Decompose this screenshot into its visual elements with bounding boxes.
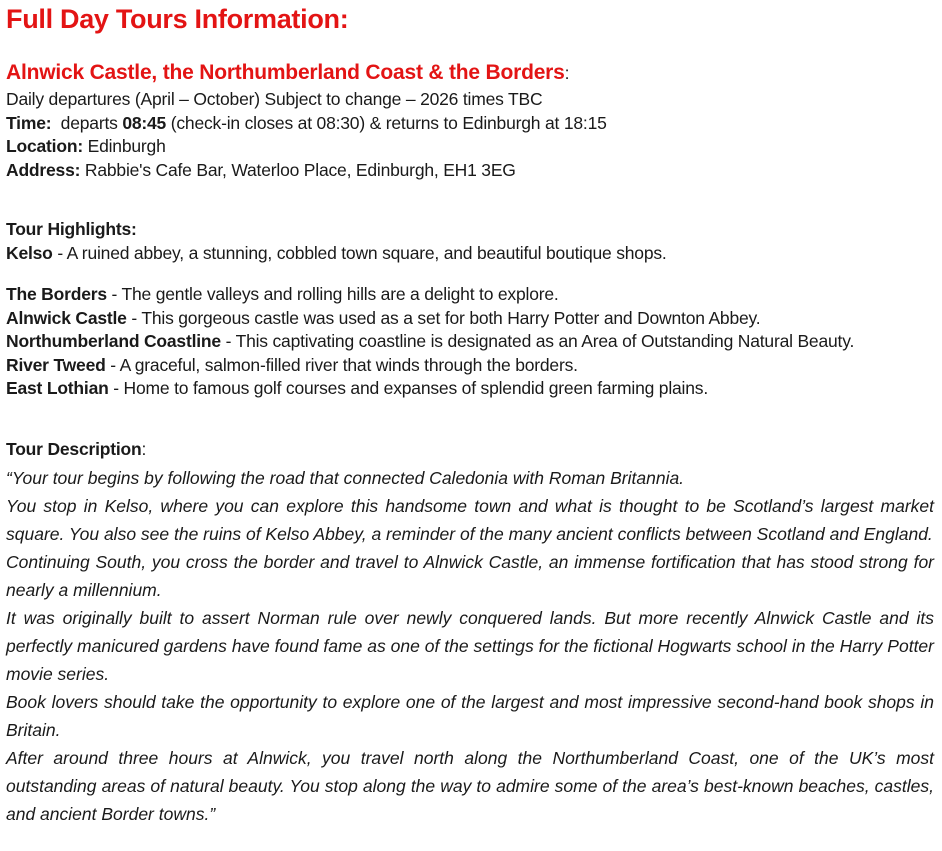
- description-heading-text: Tour Description: [6, 438, 142, 459]
- description-paragraph: After around three hours at Alnwick, you travel north along the Northumberland Coast, one of the UK’s most outstanding areas of natural beauty. You stop along the way to admire some of the area’s best-known beaches, castles, and ancient Border towns.”: [6, 748, 934, 824]
- description-paragraph: Book lovers should take the opportunity to explore one of the largest and most impressive second-hand book shops in Britain.: [6, 692, 934, 740]
- highlights-heading-text: Tour Highlights:: [6, 219, 137, 239]
- highlight-item-borders: [6, 283, 934, 307]
- highlight-text: - The gentle valleys and rolling hills are a delight to explore.: [106, 284, 559, 304]
- highlight-text: - A ruined abbey, a stunning, cobbled town square, and beautiful boutique shops.: [52, 242, 667, 263]
- highlight-text: - This gorgeous castle was used as a set for both Harry Potter and Downton Abbey.: [126, 307, 761, 328]
- departure-time-value: 08:45: [122, 112, 167, 133]
- time-post-text: (check-in closes at 08:30) & returns to Edinburgh at 18:15: [166, 112, 607, 133]
- highlight-name: The Borders: [6, 284, 107, 304]
- description-heading: [6, 438, 934, 462]
- highlight-text: - Home to famous golf courses and expanses of splendid green farming plains.: [108, 378, 708, 398]
- description-paragraph: Continuing South, you cross the border and travel to Alnwick Castle, an immense fortification that has stood strong for nearly a millennium.: [6, 552, 934, 600]
- time-line: [6, 112, 934, 136]
- tour-description-block: [6, 438, 934, 829]
- highlight-name: Alnwick Castle: [6, 307, 127, 328]
- highlights-spacer: [6, 265, 934, 283]
- location-line: [6, 135, 934, 159]
- location-value: Edinburgh: [82, 136, 166, 156]
- highlight-name: Kelso: [6, 242, 53, 263]
- description-heading-colon: :: [141, 438, 147, 459]
- description-paragraph: “Your tour begins by following the road that connected Caledonia with Roman Britannia.: [6, 468, 685, 488]
- time-label: Time:: [6, 112, 52, 133]
- tour-highlights-block: [6, 218, 934, 401]
- tour-info-block: [6, 88, 934, 182]
- address-label: Address:: [6, 159, 81, 180]
- highlight-text: - A graceful, salmon-filled river that winds through the borders.: [105, 354, 578, 375]
- tour-heading-text: Alnwick Castle, the Northumberland Coast & the Borders: [6, 61, 565, 84]
- time-pre-text: departs: [51, 112, 123, 133]
- description-paragraph: It was originally built to assert Norman rule over newly conquered lands. But more recently Alnwick Castle and its perfectly manicured gardens have found fame as one of the settings for the fictional Hogwarts school in the Harry Potter movie series.: [6, 608, 934, 684]
- highlight-item-alnwick-castle: [6, 307, 934, 331]
- address-line: [6, 159, 934, 183]
- location-label: Location:: [6, 136, 83, 156]
- tour-heading-colon: :: [564, 63, 570, 83]
- highlights-heading: [6, 218, 934, 242]
- page-title: Full Day Tours Information:: [6, 4, 349, 34]
- highlight-name: River Tweed: [6, 354, 106, 375]
- highlight-item-northumberland-coastline: [6, 330, 934, 354]
- tour-heading: [6, 60, 934, 86]
- highlight-name: Northumberland Coastline: [6, 331, 221, 351]
- description-paragraph: You stop in Kelso, where you can explore this handsome town and what is thought to be Scotland’s largest market square. You also see the ruins of Kelso Abbey, a reminder of the many ancient conflicts between Scotland and England.: [6, 496, 934, 544]
- address-value: Rabbie's Cafe Bar, Waterloo Place, Edinburgh, EH1 3EG: [80, 159, 516, 180]
- highlight-item-kelso: [6, 242, 934, 266]
- highlight-text: - This captivating coastline is designated as an Area of Outstanding Natural Beauty.: [220, 331, 855, 351]
- highlight-name: East Lothian: [6, 378, 109, 398]
- highlight-item-east-lothian: [6, 377, 934, 401]
- schedule-line: Daily departures (April – October) Subject to change – 2026 times TBC: [6, 89, 543, 109]
- highlight-item-river-tweed: [6, 354, 934, 378]
